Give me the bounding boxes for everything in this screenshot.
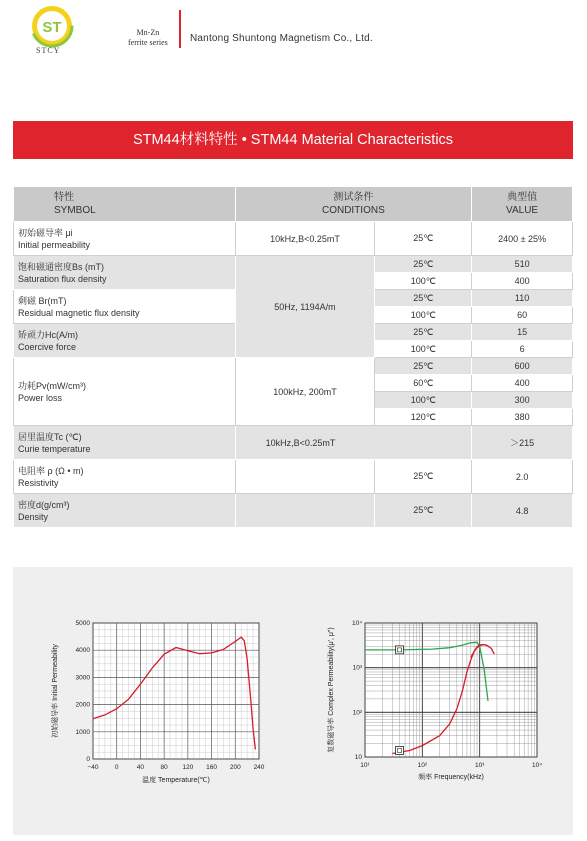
- company-logo: [30, 4, 74, 48]
- temp-cell: 120℃: [375, 409, 472, 426]
- header-value-en: VALUE: [506, 205, 539, 216]
- symbol-en: Curie temperature: [18, 443, 91, 454]
- symbol-cn: 电阻率 ρ (Ω • m): [18, 465, 84, 476]
- condition-cell: 100kHz, 200mT: [235, 358, 375, 426]
- series-line2: ferrite series: [128, 38, 168, 47]
- symbol-cell: [14, 494, 236, 528]
- symbol-en: Coercive force: [18, 341, 77, 352]
- temp-cell: 60℃: [375, 375, 472, 392]
- temp-cell: 100℃: [375, 307, 472, 324]
- complex-permeability-frequency-chart: [293, 567, 573, 835]
- y-tick-label: 1000: [75, 728, 90, 736]
- x-tick-label: 240: [253, 764, 265, 771]
- symbol-en: Resistivity: [18, 477, 59, 488]
- symbol-cn: 密度d(g/cm³): [18, 499, 70, 510]
- y-tick-label: 3000: [75, 674, 90, 682]
- value-cell: 4.8: [472, 494, 573, 528]
- x-axis-label: 温度 Temperature(℃): [142, 777, 210, 784]
- condition-cell: [235, 460, 375, 494]
- x-axis-label: 频率 Frequency(kHz): [418, 774, 484, 781]
- header-cond-en: CONDITIONS: [321, 205, 385, 216]
- x-tick-label: 200: [229, 764, 241, 771]
- table-row: [14, 426, 573, 460]
- x-tick-label: 80: [160, 764, 168, 771]
- characteristics-table: [13, 186, 573, 528]
- condition-cell: 10kHz,B<0.25mT: [235, 222, 375, 256]
- y-tick-label: 10²: [352, 709, 362, 717]
- y-tick-label: 10: [354, 754, 362, 761]
- symbol-cn: 功耗Pv(mW/cm³): [18, 380, 86, 391]
- symbol-en: Density: [18, 511, 49, 522]
- value-cell: ＞215: [472, 426, 573, 460]
- value-cell: 2.0: [472, 460, 573, 494]
- symbol-cell: [14, 426, 236, 460]
- y-tick-label: 10⁴: [351, 620, 362, 627]
- page-title: STM44材料特性 • STM44 Material Characteristics: [13, 121, 573, 159]
- temp-cell: 25℃: [375, 460, 472, 494]
- y-tick-label: 0: [86, 756, 90, 763]
- charts-panel: [13, 567, 573, 835]
- value-cell: 400: [472, 375, 573, 392]
- y-tick-label: 5000: [75, 620, 90, 627]
- symbol-cn: 饱和磁通密度Bs (mT): [18, 261, 104, 272]
- series-marker-box: [396, 746, 404, 754]
- value-cell: 15: [472, 324, 573, 341]
- header-symbol: [14, 187, 236, 222]
- value-cell: 600: [472, 358, 573, 375]
- temp-cell: 25℃: [375, 494, 472, 528]
- temp-cell: 100℃: [375, 273, 472, 290]
- value-cell: 300: [472, 392, 573, 409]
- y-axis-label: 初始磁导率 Initial Permeability: [52, 644, 59, 738]
- header: [0, 0, 587, 70]
- symbol-cell: [14, 460, 236, 494]
- x-tick-label: 40: [136, 764, 145, 771]
- table-header-row: [14, 187, 573, 222]
- value-cell: 400: [472, 273, 573, 290]
- header-symbol-cn: 特性: [54, 192, 74, 203]
- x-tick-label: 10²: [417, 762, 428, 769]
- y-tick-label: 10³: [352, 664, 362, 672]
- condition-cell: 50Hz, 1194A/m: [235, 256, 375, 358]
- symbol-cell: [14, 324, 236, 358]
- header-cond-cn: 测试条件: [333, 192, 374, 203]
- series-label: [128, 28, 168, 48]
- x-tick-label: 10¹: [360, 762, 370, 769]
- header-divider: [179, 10, 181, 48]
- plot-area: [365, 623, 537, 757]
- temp-cell: 100℃: [375, 392, 472, 409]
- table-row: [14, 222, 573, 256]
- y-tick-label: 4000: [75, 647, 90, 655]
- temp-cell: 25℃: [375, 256, 472, 273]
- header-value: [472, 187, 573, 222]
- symbol-cn: 剩磁 Br(mT): [18, 295, 67, 306]
- company-name: Nantong Shuntong Magnetism Co., Ltd.: [190, 33, 373, 44]
- condition-cell: [235, 426, 472, 460]
- value-cell: 60: [472, 307, 573, 324]
- symbol-en: Power loss: [18, 392, 63, 403]
- symbol-cell: [14, 290, 236, 324]
- symbol-cell: [14, 256, 236, 290]
- x-tick-label: 160: [206, 764, 218, 771]
- header-value-cn: 典型值: [507, 192, 538, 203]
- symbol-cn: 居里温度Tc (℃): [18, 431, 82, 442]
- logo-text: STCY: [36, 46, 61, 55]
- value-cell: 2400 ± 25%: [472, 222, 573, 256]
- permeability-temperature-chart: [13, 567, 293, 835]
- header-symbol-en: SYMBOL: [54, 205, 96, 216]
- header-conditions: [235, 187, 472, 222]
- table-row: [14, 358, 573, 375]
- temp-cell: 25℃: [375, 222, 472, 256]
- temp-cell: 100℃: [375, 341, 472, 358]
- symbol-cn: 初始磁导率 μi: [18, 227, 73, 238]
- x-tick-label: 120: [182, 764, 194, 771]
- temp-cell: 25℃: [375, 358, 472, 375]
- value-cell: 510: [472, 256, 573, 273]
- value-cell: 110: [472, 290, 573, 307]
- y-tick-label: 2000: [75, 701, 90, 709]
- symbol-en: Residual magnetic flux density: [18, 307, 140, 318]
- symbol-en: Saturation flux density: [18, 273, 107, 284]
- series-line1: Mn-Zn: [136, 28, 160, 37]
- condition-text: 10kHz,B<0.25mT: [265, 437, 336, 448]
- table-row: [14, 494, 573, 528]
- table-row: [14, 460, 573, 494]
- symbol-cell: [14, 222, 236, 256]
- symbol-en: Initial permeability: [18, 239, 91, 250]
- x-tick-label: −40: [87, 764, 99, 771]
- value-cell: 6: [472, 341, 573, 358]
- value-cell: 380: [472, 409, 573, 426]
- condition-cell: [235, 494, 375, 528]
- symbol-cn: 矫顽力Hc(A/m): [18, 329, 78, 340]
- table-row: [14, 256, 573, 273]
- symbol-cell: [14, 358, 236, 426]
- logo-letters: ST: [42, 19, 62, 36]
- temp-cell: 25℃: [375, 290, 472, 307]
- y-axis-label: 复数磁导率 Complex Permeability(μ', μ"): [328, 627, 335, 753]
- x-tick-label: 10⁴: [531, 762, 543, 769]
- x-tick-label: 0: [114, 764, 119, 771]
- series-marker-box: [396, 646, 404, 654]
- x-tick-label: 10³: [474, 762, 485, 769]
- temp-cell: 25℃: [375, 324, 472, 341]
